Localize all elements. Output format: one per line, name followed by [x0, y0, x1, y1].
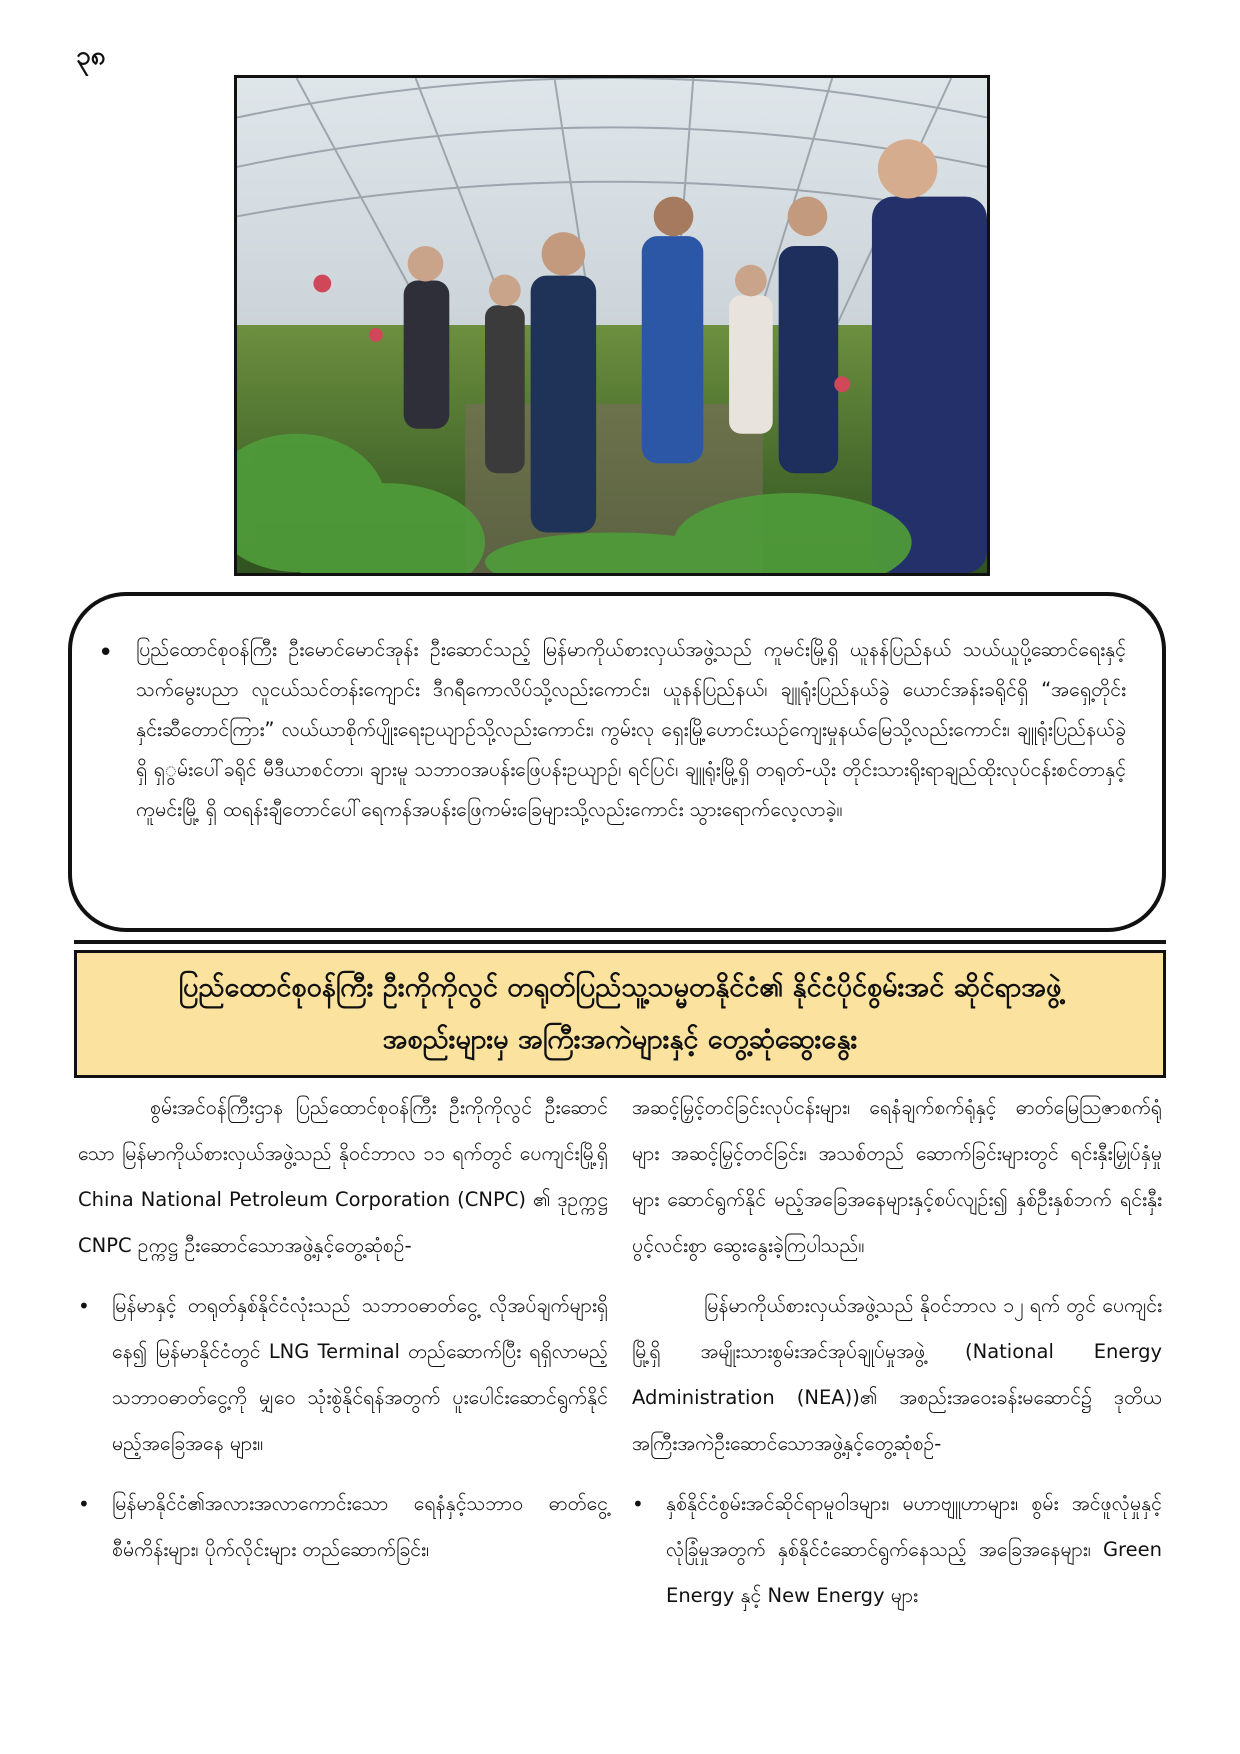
section-divider: [74, 940, 1166, 944]
headline-banner: [74, 950, 1166, 1078]
right-bullet-item: [632, 1481, 1162, 1619]
bullet-dot: •: [78, 1294, 90, 1318]
caption-bullet: •: [98, 638, 114, 668]
left-bullet-item: [78, 1481, 608, 1573]
left-intro-paragraph: စွမ်းအင်ဝန်ကြီးဌာန ပြည်ထောင်စုဝန်ကြီး ဦးကိုကိုလွင် ဦးဆောင်သော မြန်မာကိုယ်စားလှယ်အဖွဲ့သည် နိုဝင်ဘာလ ၁၁ ရက်တွင် ပေကျင်းမြို့ရှိ China National Petroleum Corporation (CNPC) ၏ ဒုဥက္ကဋ္ဌ CNPC ဥက္ကဋ္ဌ ဦးဆောင်သောအဖွဲ့နှင့်တွေ့ဆုံစဉ်-: [78, 1096, 608, 1257]
right-bullet-text: နှစ်နိုင်ငံစွမ်းအင်ဆိုင်ရာမူဝါဒများ၊ မဟာဗျူဟာများ၊ စွမ်း အင်ဖူလုံမှုနှင့် လုံခြုံမှုအတွက် နှစ်နိုင်ငံဆောင်ရွက်နေသည့် အခြေအနေများ၊ Green Energy နှင့် New Energy များ: [666, 1492, 1162, 1607]
headline-text: ပြည်ထောင်စုဝန်ကြီး ဦးကိုကိုလွင် တရုတ်ပြည်သူ့သမ္မတနိုင်ငံ၏ နိုင်ငံပိုင်စွမ်းအင် ဆိုင်ရာအဖွဲ့အစည်းများမှ အကြီးအကဲများနှင့် တွေ့ဆုံဆွေးနွေး: [178, 972, 1062, 1055]
body-column-left: [78, 1085, 608, 1587]
page-number: ၃၈: [76, 41, 106, 71]
caption-text: ပြည်ထောင်စုဝန်ကြီး ဦးမောင်မောင်အုန်း ဦးဆောင်သည့် မြန်မာကိုယ်စားလှယ်အဖွဲ့သည် ကူမင်းမြို့ရှိ ယူနန်ပြည်နယ် သယ်ယူပို့ဆောင်ရေးနှင့် သက်မွေးပညာ လူငယ်သင်တန်းကျောင်း ဒီဂရီကောလိပ်သို့လည်းကောင်း၊ ယူနန်ပြည်နယ်၊ ချူရုံးပြည်နယ်ခွဲ ယောင်အန်းခရိုင်ရှိ “အရှေ့တိုင်းနှင်းဆီတောင်ကြား” လယ်ယာစိုက်ပျိုးရေးဥယျာဉ်သို့လည်းကောင်း၊ ကွမ်းလု ရှေးမြို့ဟောင်းယဉ်ကျေးမှုနယ်မြေသို့လည်းကောင်း၊ ချူရုံးပြည်နယ်ခွဲရှိ ရှွမ်းပေါ်ခရိုင် မီဒီယာစင်တာ၊ ချားမူ သဘာဝအပန်းဖြေပန်းဥယျာဉ်၊ ရင်ပြင်၊ ချူရုံးမြို့ရှိ တရုတ်-ယိုး တိုင်းသားရိုးရာချည်ထိုးလုပ်ငန်းစင်တာနှင့် ကူမင်းမြို့ ရှိ ထရန်းချီတောင်ပေါ်ရေကန်အပန်းဖြေကမ်းခြေများသို့လည်းကောင်း သွားရောက်လေ့လာခဲ့။: [136, 638, 1126, 821]
left-bullet-text: မြန်မာနှင့် တရုတ်နှစ်နိုင်ငံလုံးသည် သဘာဝဓာတ်ငွေ့ လိုအပ်ချက်များရှိနေ၍ မြန်မာနိုင်ငံတွင် LNG Terminal တည်ဆောက်ပြီး ရရှိလာမည့်သဘာဝဓာတ်ငွေ့ကို မျှဝေ သုံးစွဲနိုင်ရန်အတွက် ပူးပေါင်းဆောင်ရွက်နိုင်မည့်အခြေအနေ များ။: [112, 1294, 608, 1455]
greenhouse-visit-photo: [234, 75, 990, 576]
photo-caption-box: [68, 592, 1166, 932]
bullet-dot: •: [632, 1492, 644, 1516]
photo-illustration: [237, 78, 987, 573]
left-bullet-text: မြန်မာနိုင်ငံ၏အလားအလာကောင်းသော ရေနံနှင့်သဘာဝ ဓာတ်ငွေ့စီမံကိန်းများ၊ ပိုက်လိုင်းများ တည်ဆောက်ခြင်း၊: [112, 1492, 608, 1561]
right-second-paragraph: မြန်မာကိုယ်စားလှယ်အဖွဲ့သည် နိုဝင်ဘာလ ၁၂ ရက် တွင် ပေကျင်းမြို့ရှိ အမျိုးသားစွမ်းအင်အုပ်ချုပ်မှုအဖွဲ့ (National Energy Administration (NEA))၏ အစည်းအဝေးခန်းမဆောင်၌ ဒုတိယအကြီးအကဲဦးဆောင်သောအဖွဲ့နှင့်တွေ့ဆုံစဉ်-: [632, 1294, 1162, 1455]
right-continuation-paragraph: အဆင့်မြှင့်တင်ခြင်းလုပ်ငန်းများ၊ ရေနံချက်စက်ရုံနှင့် ဓာတ်မြေဩဇာစက်ရုံများ အဆင့်မြှင့်တင်ခြင်း၊ အသစ်တည် ဆောက်ခြင်းများတွင် ရင်းနှီးမြှုပ်နှံမှုများ ဆောင်ရွက်နိုင် မည့်အခြေအနေများနှင့်စပ်လျဉ်း၍ နှစ်ဦးနှစ်ဘက် ရင်းနှီး ပွင့်လင်းစွာ ဆွေးနွေးခဲ့ကြပါသည်။: [632, 1096, 1162, 1257]
bullet-dot: •: [78, 1492, 90, 1516]
body-column-right: [632, 1085, 1162, 1633]
left-bullet-item: [78, 1283, 608, 1467]
